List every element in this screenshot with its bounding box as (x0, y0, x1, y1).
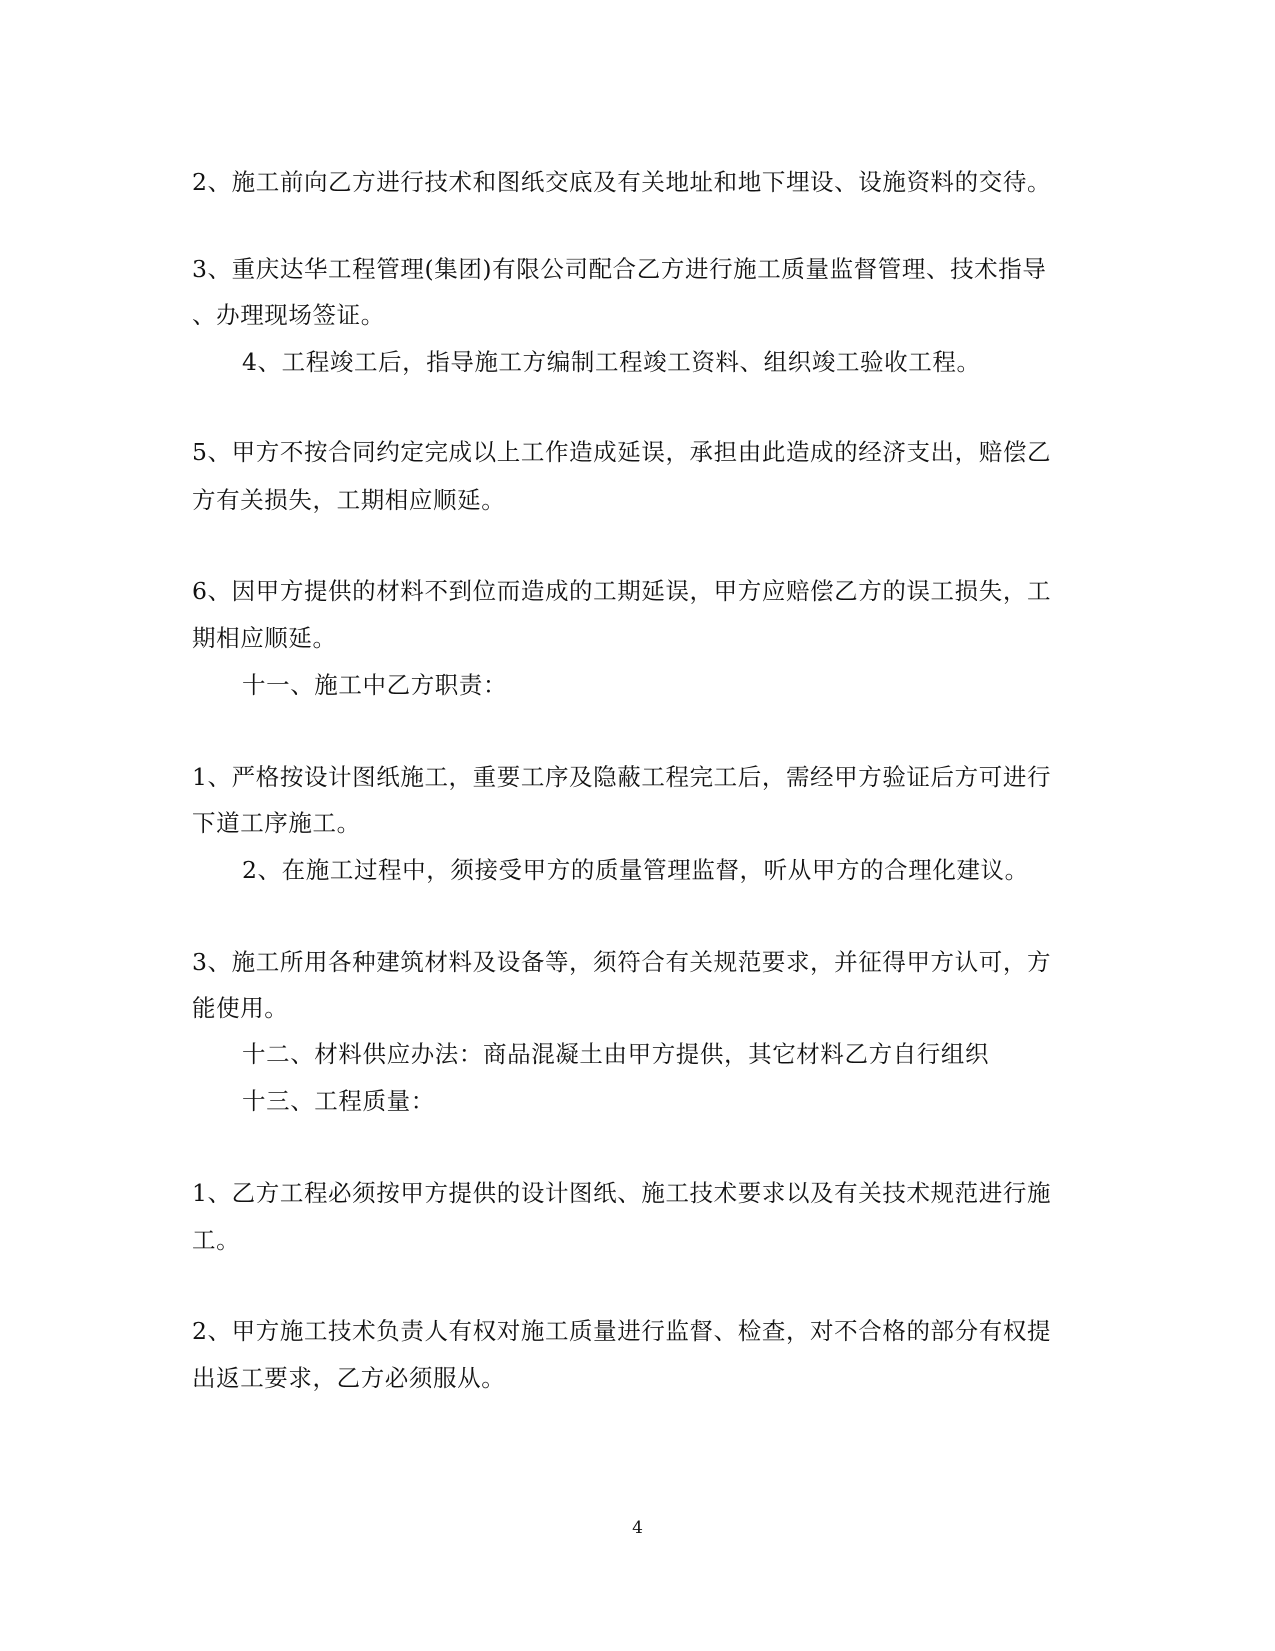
text-line: 2、施工前向乙方进行技术和图纸交底及有关地址和地下埋设、设施资料的交待。 (192, 168, 1052, 196)
text-line: 期相应顺延。 (192, 624, 337, 652)
text-line: 1、严格按设计图纸施工，重要工序及隐蔽工程完工后，需经甲方验证后方可进行 (192, 763, 1052, 791)
text-line: 3、重庆达华工程管理(集团)有限公司配合乙方进行施工质量监督管理、技术指导 (192, 255, 1047, 283)
page-number: 4 (632, 1518, 643, 1538)
section-heading: 十二、材料供应办法：商品混凝土由甲方提供，其它材料乙方自行组织 (242, 1040, 990, 1068)
text-line: 方有关损失，工期相应顺延。 (192, 486, 506, 514)
text-line: 下道工序施工。 (192, 809, 361, 837)
text-line: 2、在施工过程中，须接受甲方的质量管理监督，听从甲方的合理化建议。 (242, 856, 1029, 884)
text-line: 6、因甲方提供的材料不到位而造成的工期延误，甲方应赔偿乙方的误工损失，工 (192, 577, 1052, 605)
text-line: 2、甲方施工技术负责人有权对施工质量进行监督、检查，对不合格的部分有权提 (192, 1317, 1052, 1345)
section-heading: 十三、工程质量： (242, 1087, 435, 1115)
text-line: 4、工程竣工后，指导施工方编制工程竣工资料、组织竣工验收工程。 (242, 348, 981, 376)
text-line: 5、甲方不按合同约定完成以上工作造成延误，承担由此造成的经济支出，赔偿乙 (192, 438, 1052, 466)
text-line: 工。 (192, 1226, 241, 1254)
text-line: 3、施工所用各种建筑材料及设备等，须符合有关规范要求，并征得甲方认可，方 (192, 948, 1052, 976)
text-line: 1、乙方工程必须按甲方提供的设计图纸、施工技术要求以及有关技术规范进行施 (192, 1179, 1052, 1207)
text-line: 能使用。 (192, 994, 289, 1022)
text-line: 、办理现场签证。 (192, 301, 385, 329)
section-heading: 十一、施工中乙方职责： (242, 671, 508, 699)
text-line: 出返工要求，乙方必须服从。 (192, 1364, 506, 1392)
